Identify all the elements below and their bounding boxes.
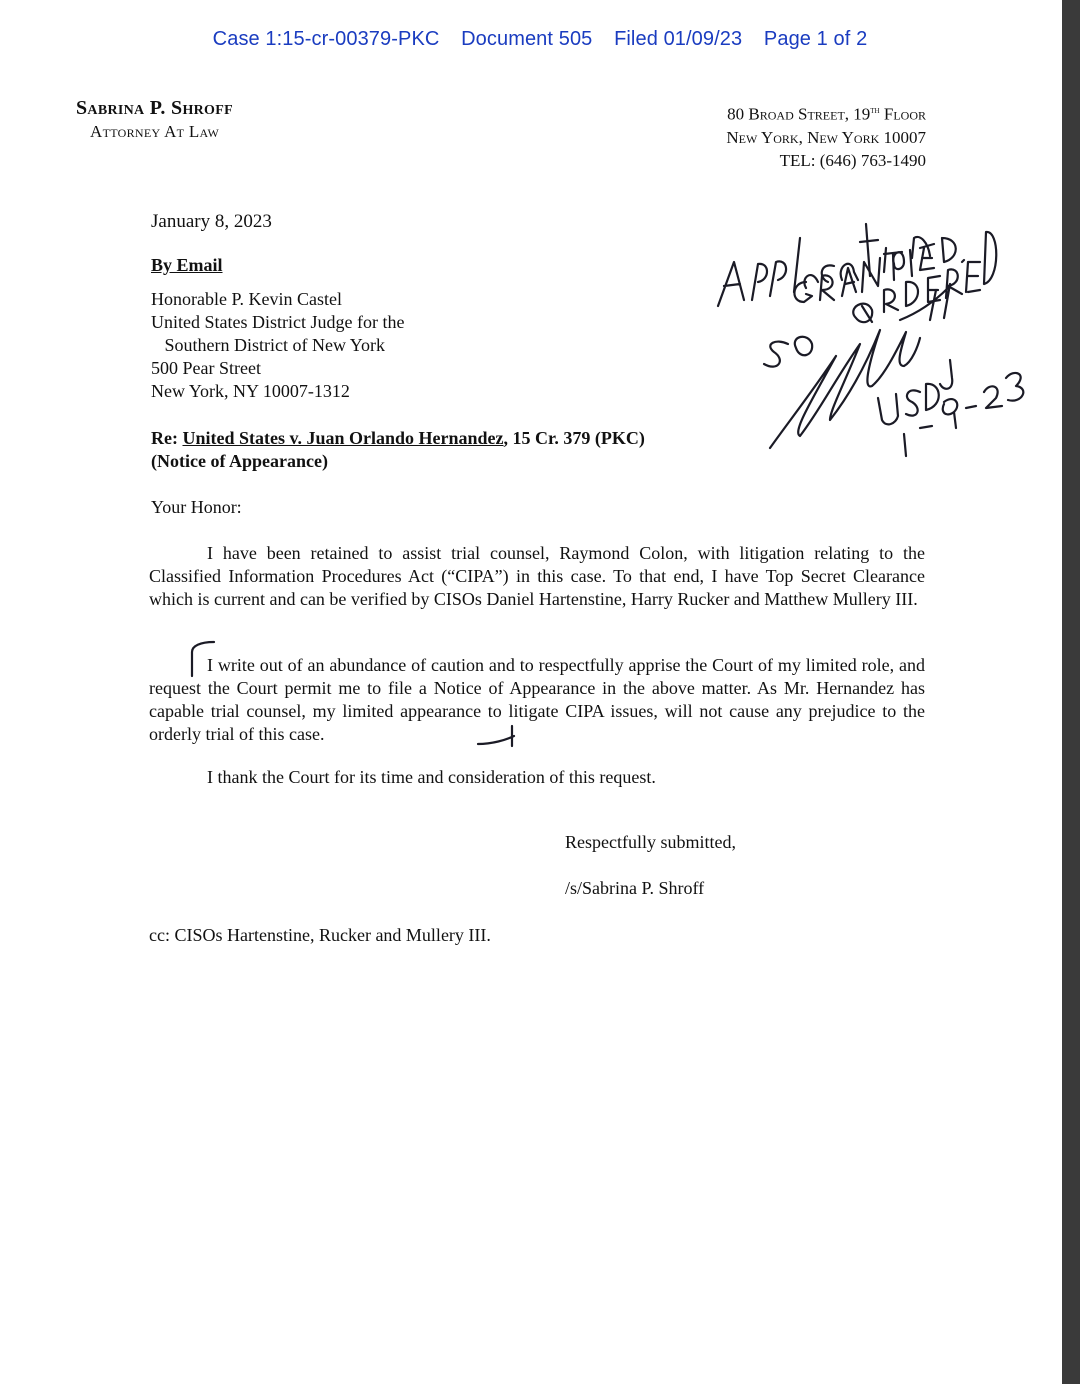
so-word — [764, 337, 812, 367]
cc-line: cc: CISOs Hartenstine, Rucker and Mullery III. — [149, 925, 491, 945]
delivery-method: By Email — [151, 255, 223, 275]
addressee-line: United States District Judge for the — [151, 312, 405, 332]
case-caption: United States v. Juan Orlando Hernandez — [182, 428, 504, 448]
attorney-name: Sabrina P. Shroff — [76, 97, 233, 119]
salutation: Your Honor: — [151, 497, 242, 517]
addressee-block — [151, 288, 404, 403]
telephone: TEL: (646) 763-1490 — [779, 150, 926, 170]
body-paragraph: I have been retained to assist trial counsel, Raymond Colon, with litigation relating to the Classified Information Procedures Act (“CIPA”) in this case. To that end, I have Top Secret Clearance which is current and can be verified by CISOs Daniel Hartenstine, Harry Rucker and Matthew Mullery III. — [149, 543, 925, 609]
addressee-line: New York, NY 10007-1312 — [151, 381, 350, 401]
closing: Respectfully submitted, — [565, 832, 736, 852]
ordered-word — [853, 232, 996, 322]
address-line-2: New York, New York 10007 — [726, 127, 926, 147]
signature: /s/Sabrina P. Shroff — [565, 878, 705, 898]
address-line-1: 80 Broad Street, 19th Floor — [727, 104, 926, 124]
letterhead-address — [726, 99, 926, 172]
re-line: Re: United States v. Juan Orlando Hernandez, 15 Cr. 379 (PKC) (Notice of Appearance) — [151, 428, 645, 471]
attorney-title: Attorney At Law — [90, 122, 220, 141]
application-word — [718, 224, 930, 306]
filed-date: Filed 01/09/23 — [614, 28, 743, 50]
addressee-line: Honorable P. Kevin Castel — [151, 289, 342, 309]
re-subject: (Notice of Appearance) — [151, 451, 328, 471]
body-paragraph: I thank the Court for its time and consideration of this request. — [207, 767, 656, 787]
document-number: Document 505 — [461, 28, 593, 50]
judge-signature — [770, 284, 950, 448]
letter-date: January 8, 2023 — [151, 211, 272, 232]
granted-word — [794, 238, 964, 302]
body-paragraph: I write out of an abundance of caution and to respectfully apprise the Court of my limited role, and request the Court permit me to file a Notice of Appearance in the above matter. As Mr. Hernandez has capable trial counsel, my limited appearance to litigate CIPA issues, will not cause any prejudice to the orderly trial of this case. — [149, 655, 925, 744]
date-handwritten — [904, 373, 1023, 456]
case-number: Case 1:15-cr-00379-PKC — [212, 28, 440, 50]
ecf-filing-header — [0, 28, 1080, 51]
addressee-line: Southern District of New York — [151, 335, 385, 355]
scan-border — [1062, 0, 1080, 1384]
page-indicator: Page 1 of 2 — [763, 28, 868, 50]
addressee-line: 500 Pear Street — [151, 358, 261, 378]
usdj-word — [878, 360, 952, 424]
